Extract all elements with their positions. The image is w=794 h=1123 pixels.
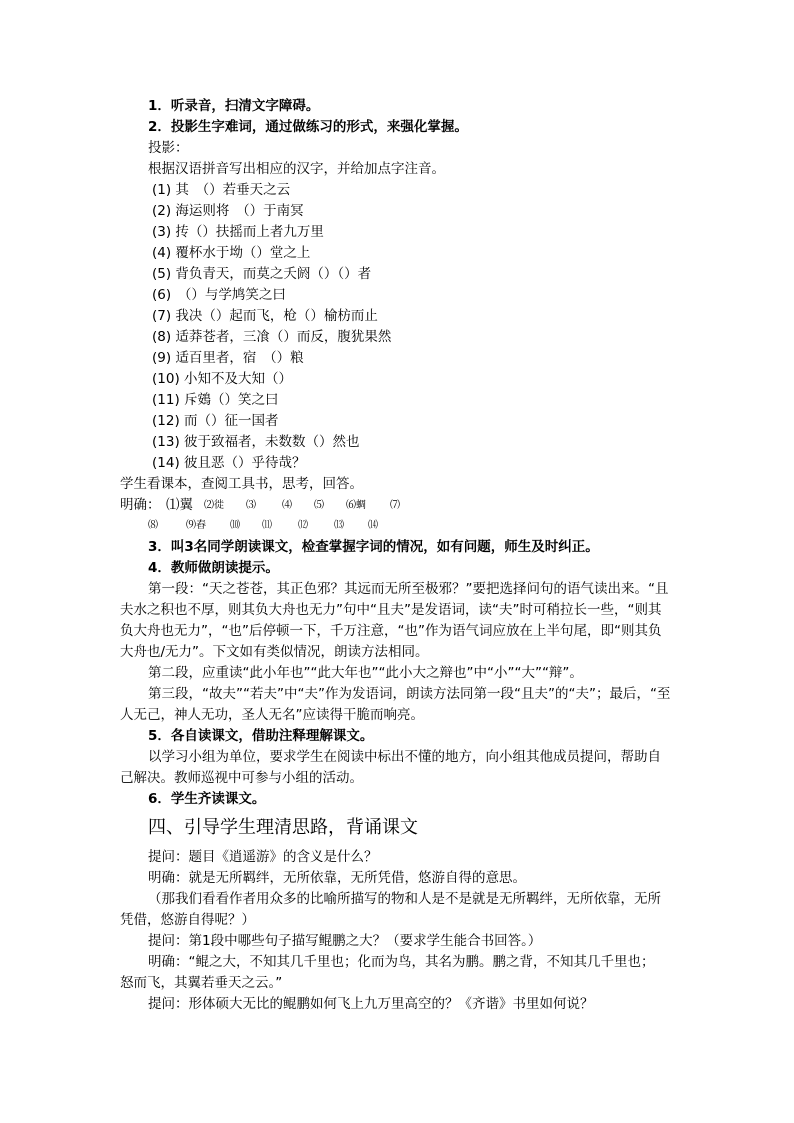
answer-1: 明确：就是无所羁绊，无所依靠，无所凭借，悠游自得的意思。 (148, 870, 526, 886)
answer-2-line: 怒而飞，其翼若垂天之云。” (120, 975, 283, 991)
exercise-instruction: 根据汉语拼音写出相应的汉字，并给加点字注音。 (148, 161, 445, 177)
exercise-item: (2) 海运则将 （）于南冥 (152, 203, 304, 219)
answer-item: ⑹蜩 (346, 500, 366, 511)
answer-item: ⒀ (334, 520, 344, 531)
answer-item: ⑺ (390, 500, 400, 511)
exercise-item: (6) （）与学鸠笑之曰 (152, 287, 286, 303)
question-3: 提问：形体硕大无比的鲲鹏如何飞上九万里高空的？《齐谐》书里如何说？ (148, 996, 594, 1012)
exercise-item: (11) 斥鴳（）笑之曰 (152, 392, 279, 408)
section-heading: 四、引导学生理清思路，背诵课文 (148, 817, 418, 838)
exercise-item: (8) 适莽苍者，三飡（）而反，腹犹果然 (152, 329, 392, 345)
answer-item: ⑼舂 (186, 520, 206, 531)
note-line: 凭借，悠游自得呢？） (120, 912, 255, 928)
answer-2-line: 明确：“鲲之大，不知其几千里也；化而为鸟，其名为鹏。鹏之背，不知其几千里也； (148, 954, 655, 970)
exercise-item: (1) 其 （）若垂天之云 (152, 182, 291, 198)
step-5: 5．各自读课文，借助注释理解课文。 (148, 728, 374, 744)
tip-paragraph-3-line: 人无己，神人无功，圣人无名”应读得干脆而响亮。 (120, 707, 424, 723)
exercise-item: (3) 抟（）扶摇而上者九万里 (152, 224, 324, 240)
tip-paragraph-1-line: 夫水之积也不厚，则其负大舟也无力”句中“且夫”是发语词，读“夫”时可稍拉长一些，“则其 (120, 602, 662, 618)
answer-item: ⑴翼 (166, 497, 193, 513)
tip-paragraph-3-line: 第三段，“故夫”“若夫”中“夫”作为发语词，朗读方法同第一段“且夫”的“夫”；最后，“至 (148, 686, 671, 702)
tip-paragraph-1-line: 大舟也/无力”。下文如有类似情况，朗读方法相同。 (120, 644, 429, 660)
answer-item: ⑾ (262, 520, 272, 531)
question-2: 提问：第1段中哪些句子描写鲲鹏之大？（要求学生能合书回答。） (148, 933, 542, 949)
step-6: 6．学生齐读课文。 (148, 791, 266, 807)
answer-item: ⑵徙 (204, 500, 224, 511)
exercise-item: (14) 彼且恶（）乎待哉？ (152, 455, 306, 471)
exercise-item: (9) 适百里者，宿 （）粮 (152, 350, 304, 366)
exercise-item: (4) 覆杯水于坳（）堂之上 (152, 245, 311, 261)
student-task: 学生看课本，查阅工具书，思考，回答。 (120, 476, 363, 492)
step-3: 3．叫3名同学朗读课文，检查掌握字词的情况，如有问题，师生及时纠正。 (148, 539, 599, 555)
exercise-item: (5) 背负青天，而莫之夭阏（）（）者 (152, 266, 372, 282)
note-line: （那我们看看作者用众多的比喻所描写的物和人是不是就是无所羁绊，无所依靠，无所 (148, 891, 661, 907)
answer-item: ⑷ (282, 500, 292, 511)
exercise-item: (12) 而（）征一国者 (152, 413, 279, 429)
step-2: 2．投影生字难词，通过做练习的形式，来强化掌握。 (148, 119, 468, 135)
question-1: 提问：题目《逍遥游》的含义是什么？ (148, 849, 378, 865)
step-1: 1．听录音，扫清文字障碍。 (148, 98, 320, 114)
step-4: 4．教师做朗读提示。 (148, 560, 279, 576)
answer-item: ⑶ (246, 500, 256, 511)
answer-item: ⑸ (314, 500, 324, 511)
group-study-line: 以学习小组为单位，要求学生在阅读中标出不懂的地方，向小组其他成员提问，帮助自 (148, 749, 661, 765)
exercise-item: (10) 小知不及大知（） (152, 371, 293, 387)
exercise-item: (7) 我决（）起而飞，枪（）榆枋而止 (152, 308, 378, 324)
answer-item: ⑽ (230, 520, 240, 531)
answer-item: ⑿ (298, 520, 308, 531)
answer-item: ⑻ (148, 520, 158, 531)
tip-paragraph-2: 第二段，应重读“此小年也”“此大年也”“此小大之辩也”中“小”“大”“辩”。 (148, 665, 583, 681)
tip-paragraph-1-line: 负大舟也无力”，“也”后停顿一下，千万注意，“也”作为语气词应放在上半句尾，即“则其负 (120, 623, 662, 639)
exercise-item: (13) 彼于致福者，未数数（）然也 (152, 434, 360, 450)
answer-row-1 (120, 496, 400, 514)
tip-paragraph-1-line: 第一段：“天之苍苍，其正色邪？其远而无所至极邪？”要把选择问句的语气读出来。“且 (148, 581, 669, 597)
projection-label: 投影： (148, 140, 189, 156)
answer-item: ⒁ (368, 520, 378, 531)
answer-label: 明确： (120, 497, 161, 513)
group-study-line: 己解决。教师巡视中可参与小组的活动。 (120, 770, 363, 786)
